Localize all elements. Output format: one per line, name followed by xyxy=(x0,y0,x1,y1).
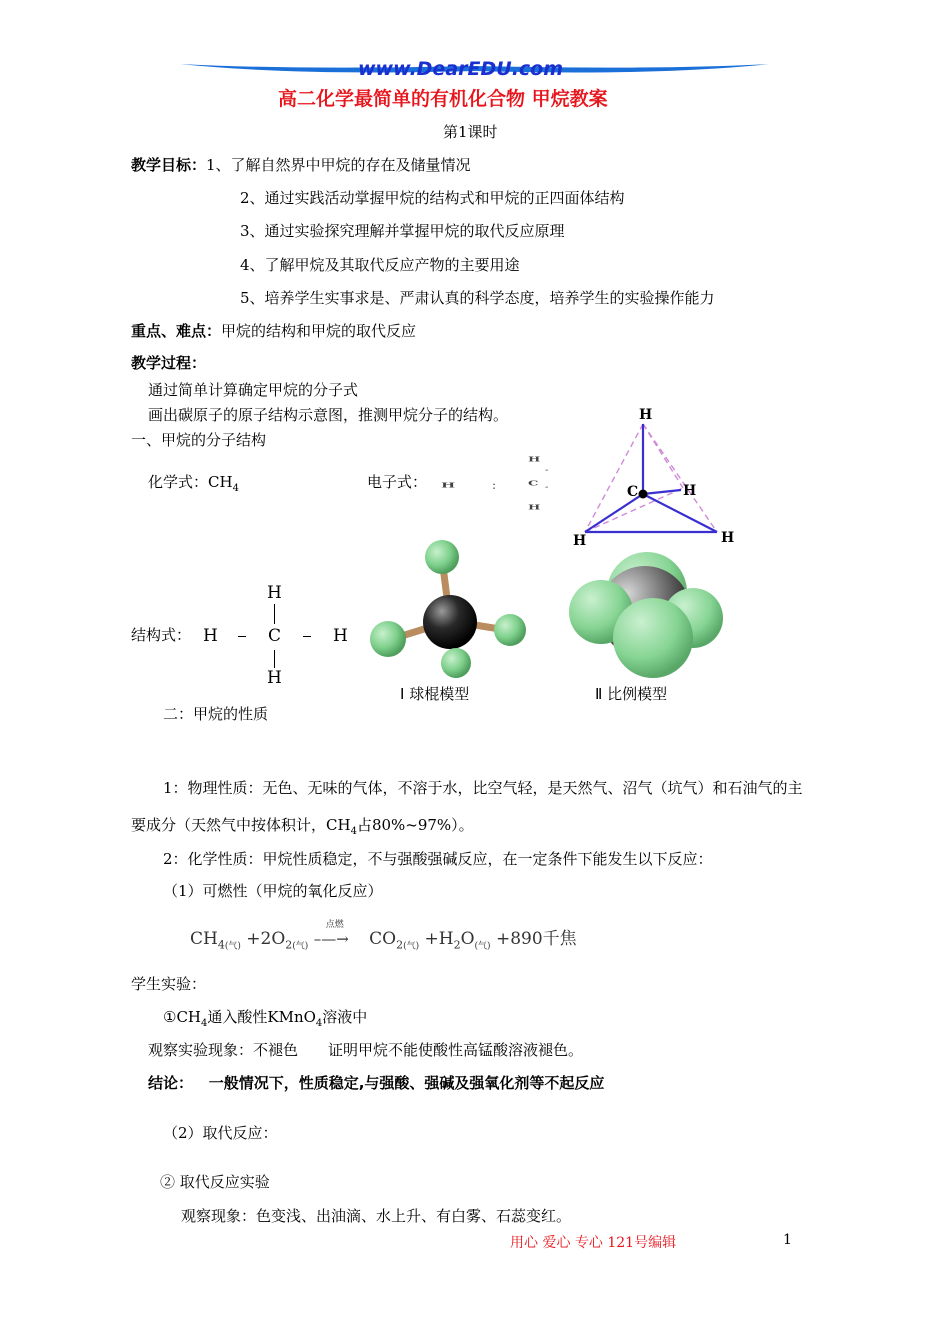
eq-co2-sub: 2 xyxy=(396,938,404,952)
formula-row xyxy=(148,471,239,494)
goal-item: 2、通过实践活动掌握甲烷的结构式和甲烷的正四面体结构 xyxy=(240,189,625,207)
step-sub: 4 xyxy=(315,1018,323,1029)
key-points-text: 甲烷的结构和甲烷的取代反应 xyxy=(221,322,417,340)
section-2-heading: 二：甲烷的性质 xyxy=(163,705,269,723)
step-text: 溶液中 xyxy=(322,1008,368,1026)
electron-dots: - xyxy=(545,482,549,493)
conclusion-text: 一般情况下，性质稳定,与强酸、强碱及强氧化剂等不起反应 xyxy=(208,1074,605,1092)
step-sub: 4 xyxy=(201,1018,208,1029)
experiment-label: 学生实验： xyxy=(131,975,207,993)
combustion-equation xyxy=(190,920,577,952)
electron-h-left: H xyxy=(441,480,458,490)
section-1-heading: 一、甲烷的分子结构 xyxy=(131,431,267,449)
page-title: 高二化学最简单的有机化合物 甲烷教案 xyxy=(278,88,608,110)
page-number: 1 xyxy=(783,1232,792,1248)
eq-o2: 2O xyxy=(260,929,286,949)
formula-label: 化学式： xyxy=(148,473,209,491)
model-2-caption: Ⅱ 比例模型 xyxy=(595,685,668,703)
formula-sub: 4 xyxy=(232,483,239,494)
eq-h2o-h: H xyxy=(438,929,454,949)
physical-text: 占80%~97%）。 xyxy=(356,816,474,834)
eq-plus: + xyxy=(424,929,439,949)
eq-gas: (气) xyxy=(403,941,420,952)
bond-line xyxy=(303,636,311,637)
observation-2: 观察现象：色变浅、出油滴、水上升、有白雾、石蕊变红。 xyxy=(181,1207,572,1225)
bond-line xyxy=(238,636,246,637)
eq-arrow: 点燃 –—→ xyxy=(314,929,364,949)
physical-sub: 4 xyxy=(350,826,357,837)
step-text: ①CH xyxy=(163,1008,202,1026)
process-label: 教学过程： xyxy=(131,354,207,372)
observation-1: 观察实验现象：不褪色 证明甲烷不能使酸性高锰酸溶液褪色。 xyxy=(148,1041,584,1059)
eq-ch4: CH xyxy=(190,929,218,949)
electron-dots: - xyxy=(545,465,549,476)
formula-main: CH xyxy=(208,473,233,491)
eq-ch4-sub: 4 xyxy=(217,938,225,952)
tetra-h-top: H xyxy=(639,407,653,423)
eq-gas: (气) xyxy=(474,941,491,952)
bond-line xyxy=(274,604,275,624)
eq-h2o-sub: 2 xyxy=(453,938,461,952)
struct-label: 结构式： xyxy=(131,626,192,644)
step-text: 通入酸性KMnO xyxy=(207,1008,316,1026)
struct-h-top: H xyxy=(267,583,282,603)
ball-stick-model xyxy=(360,535,540,685)
eq-gas: (气) xyxy=(292,941,309,952)
space-filling-model xyxy=(565,550,730,680)
eq-co2: CO xyxy=(369,929,397,949)
eq-h2o-o: O xyxy=(460,929,475,949)
eq-energy: +890千焦 xyxy=(495,929,577,949)
physical-properties-line-2 xyxy=(131,814,474,837)
combustion-heading: （1）可燃性（甲烷的氧化反应） xyxy=(163,882,383,900)
struct-h-bottom: H xyxy=(267,668,282,688)
bond-line xyxy=(274,650,275,668)
physical-text: 要成分（天然气中按体积计，CH xyxy=(131,816,351,834)
eq-gas: (气) xyxy=(224,941,241,952)
substitution-heading: （2）取代反应： xyxy=(163,1124,278,1142)
electron-c: C xyxy=(528,479,539,488)
experiment-step-2: ② 取代反应实验 xyxy=(160,1173,270,1191)
site-url: www.DearEDU.com xyxy=(358,58,564,80)
struct-h-right: H xyxy=(333,626,348,646)
conclusion-label: 结论： xyxy=(148,1074,194,1092)
goals-row-1 xyxy=(131,154,471,175)
tetrahedron-diagram xyxy=(565,402,745,550)
eq-o2-sub: 2 xyxy=(285,938,293,952)
key-points xyxy=(131,320,416,341)
electron-dots: : xyxy=(492,478,497,492)
process-line-2: 画出碳原子的原子结构示意图，推测甲烷分子的结构。 xyxy=(148,406,509,424)
electron-h-bottom: H xyxy=(528,503,541,512)
experiment-step-1 xyxy=(163,1006,367,1029)
tetra-h-right: H xyxy=(683,483,697,499)
struct-h-left: H xyxy=(203,626,218,646)
process-line-1: 通过简单计算确定甲烷的分子式 xyxy=(148,381,359,399)
model-1-caption: Ⅰ 球棍模型 xyxy=(400,685,470,703)
goal-item: 1、了解自然界中甲烷的存在及储量情况 xyxy=(206,156,471,174)
eq-plus: + xyxy=(246,929,261,949)
struct-c: C xyxy=(268,626,282,646)
chemical-properties: 2：化学性质：甲烷性质稳定，不与强酸强碱反应，在一定条件下能发生以下反应： xyxy=(163,850,713,868)
goal-item: 5、培养学生实事求是、严肃认真的科学态度，培养学生的实验操作能力 xyxy=(240,289,715,307)
conclusion xyxy=(148,1072,604,1093)
footer-motto: 用心 爱心 专心 121号编辑 xyxy=(510,1235,677,1251)
tetra-h-bottom: H xyxy=(721,530,735,546)
key-points-label: 重点、难点： xyxy=(131,322,222,340)
goal-item: 4、了解甲烷及其取代反应产物的主要用途 xyxy=(240,256,520,274)
eq-condition: 点燃 xyxy=(325,920,344,930)
tetra-h-left: H xyxy=(573,533,587,549)
tetra-c: C xyxy=(627,484,639,500)
electron-h-top: H xyxy=(528,455,541,464)
electron-label: 电子式： xyxy=(367,473,428,491)
goals-label: 教学目标： xyxy=(131,156,207,174)
goal-item: 3、通过实验探究理解并掌握甲烷的取代反应原理 xyxy=(240,222,565,240)
physical-properties-line-1: 1：物理性质：无色、无味的气体，不溶于水，比空气轻，是天然气、沼气（坑气）和石油气的主 xyxy=(163,779,803,797)
lesson-label: 第1课时 xyxy=(443,123,498,141)
